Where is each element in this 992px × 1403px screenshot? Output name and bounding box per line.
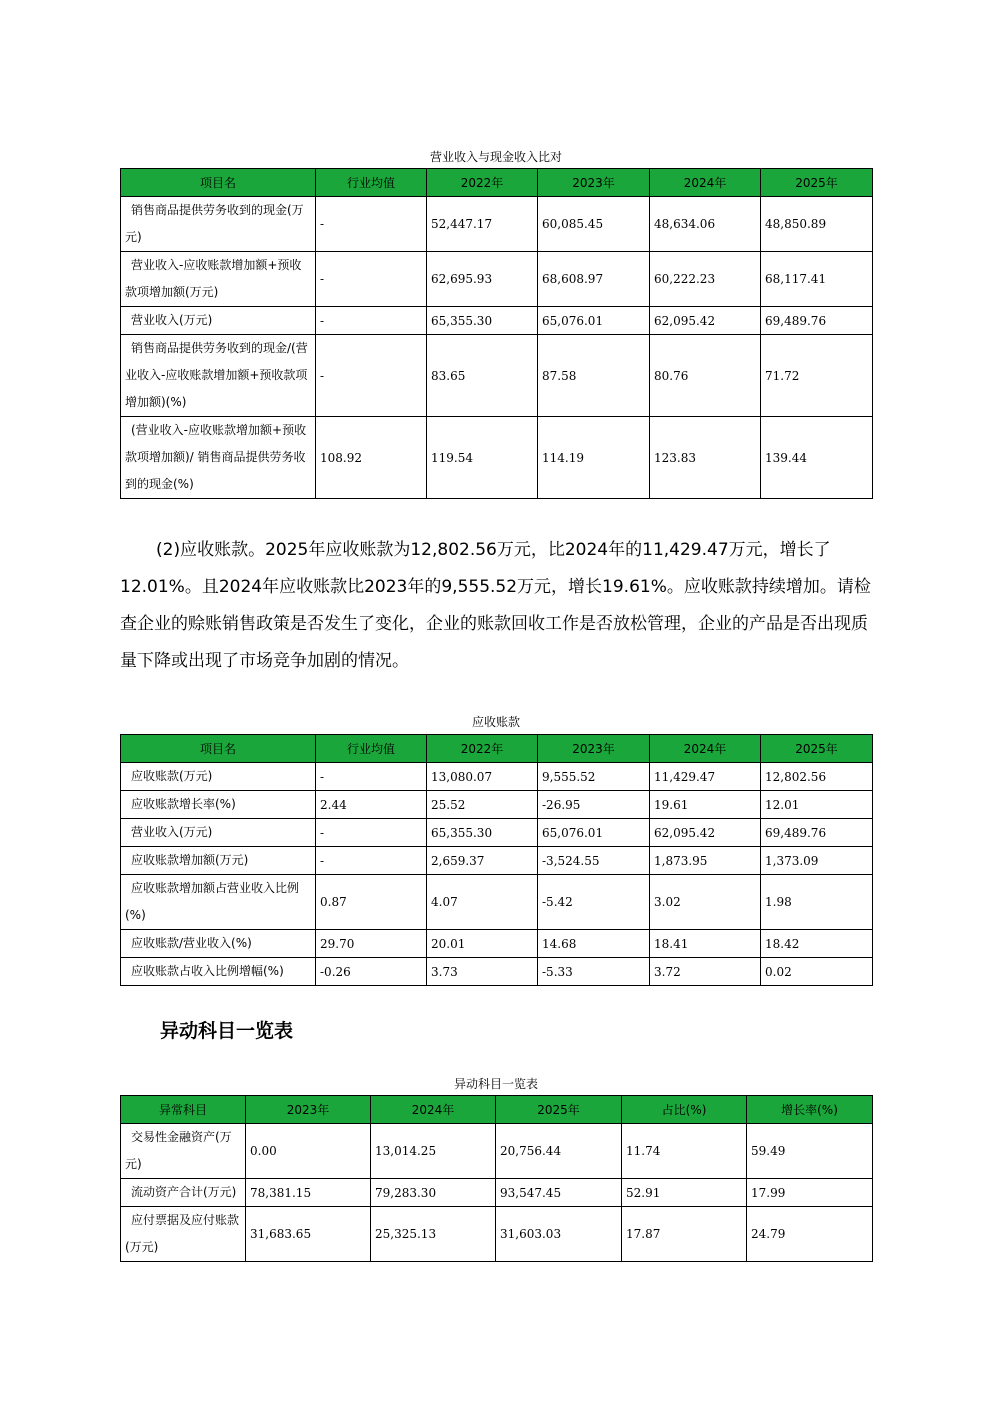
cell-value: 24.79 <box>747 1207 873 1262</box>
cell-value: 12,802.56 <box>761 763 873 791</box>
row-label: 销售商品提供劳务收到的现金/(营业收入-应收账款增加额+预收款项增加额)(%) <box>121 335 316 417</box>
abnormal-items-table <box>120 1095 873 1262</box>
cell-value: 62,695.93 <box>427 252 538 307</box>
cell-value: 80.76 <box>650 335 761 417</box>
row-label: 流动资产合计(万元) <box>121 1179 246 1207</box>
row-label: 应收账款增加额占营业收入比例(%) <box>121 875 316 930</box>
table-row <box>121 930 873 958</box>
table-row <box>121 875 873 930</box>
cell-value: 0.87 <box>316 875 427 930</box>
table-header-row <box>121 735 873 763</box>
cell-value: 62,095.42 <box>650 819 761 847</box>
row-label: 应收账款增长率(%) <box>121 791 316 819</box>
table-row <box>121 958 873 986</box>
row-label: 应收账款/营业收入(%) <box>121 930 316 958</box>
cell-value: 119.54 <box>427 417 538 499</box>
cell-value: 114.19 <box>538 417 650 499</box>
cell-value: 65,076.01 <box>538 819 650 847</box>
column-header: 2025年 <box>496 1096 622 1124</box>
cell-value: - <box>316 335 427 417</box>
cell-value: 52,447.17 <box>427 197 538 252</box>
cell-value: 11,429.47 <box>650 763 761 791</box>
cell-value: 69,489.76 <box>761 307 873 335</box>
cell-value: 62,095.42 <box>650 307 761 335</box>
row-label: 营业收入-应收账款增加额+预收款项增加额(万元) <box>121 252 316 307</box>
table-row <box>121 307 873 335</box>
cell-value: - <box>316 847 427 875</box>
cell-value: -0.26 <box>316 958 427 986</box>
column-header: 2023年 <box>246 1096 371 1124</box>
cell-value: 60,085.45 <box>538 197 650 252</box>
cell-value: - <box>316 763 427 791</box>
cell-value: 87.58 <box>538 335 650 417</box>
table3-caption: 异动科目一览表 <box>453 1077 538 1091</box>
column-header: 行业均值 <box>316 169 427 197</box>
cell-value: 18.42 <box>761 930 873 958</box>
cell-value: 25.52 <box>427 791 538 819</box>
cell-value: 12.01 <box>761 791 873 819</box>
cell-value: 108.92 <box>316 417 427 499</box>
cell-value: 19.61 <box>650 791 761 819</box>
cell-value: 60,222.23 <box>650 252 761 307</box>
cell-value: 20.01 <box>427 930 538 958</box>
cell-value: 17.99 <box>747 1179 873 1207</box>
column-header: 2022年 <box>427 735 538 763</box>
cell-value: -3,524.55 <box>538 847 650 875</box>
cell-value: - <box>316 252 427 307</box>
cell-value: 48,634.06 <box>650 197 761 252</box>
row-label: 应付票据及应付账款(万元) <box>121 1207 246 1262</box>
cell-value: 18.41 <box>650 930 761 958</box>
section-heading: 异动科目一览表 <box>160 1020 294 1042</box>
cell-value: 1.98 <box>761 875 873 930</box>
cell-value: 93,547.45 <box>496 1179 622 1207</box>
cell-value: 48,850.89 <box>761 197 873 252</box>
cell-value: 17.87 <box>622 1207 747 1262</box>
column-header: 2023年 <box>538 169 650 197</box>
column-header: 行业均值 <box>316 735 427 763</box>
row-label: 应收账款增加额(万元) <box>121 847 316 875</box>
cell-value: 69,489.76 <box>761 819 873 847</box>
cell-value: 3.02 <box>650 875 761 930</box>
column-header: 2024年 <box>650 735 761 763</box>
cell-value: 0.02 <box>761 958 873 986</box>
column-header: 2025年 <box>761 735 873 763</box>
cell-value: -5.33 <box>538 958 650 986</box>
table-row <box>121 1207 873 1262</box>
column-header: 2022年 <box>427 169 538 197</box>
cell-value: 68,117.41 <box>761 252 873 307</box>
cell-value: 11.74 <box>622 1124 747 1179</box>
cell-value: 13,080.07 <box>427 763 538 791</box>
table-row <box>121 763 873 791</box>
column-header: 2024年 <box>371 1096 496 1124</box>
table-row <box>121 417 873 499</box>
cell-value: 2,659.37 <box>427 847 538 875</box>
accounts-receivable-table <box>120 734 873 986</box>
column-header: 异常科目 <box>121 1096 246 1124</box>
cell-value: 3.73 <box>427 958 538 986</box>
row-label: 交易性金融资产(万元) <box>121 1124 246 1179</box>
cell-value: 139.44 <box>761 417 873 499</box>
receivables-analysis-paragraph: (2)应收账款。2025年应收账款为12,802.56万元，比2024年的11,429.47万元，增长了12.01%。且2024年应收账款比2023年的9,555.52万元，增长19.61%。应收账款持续增加。请检查企业的赊账销售政策是否发生了变化，企业的账款回收工作是否放松管理，企业的产品是否出现质量下降或出现了市场竞争加剧的情况。 <box>120 540 871 671</box>
column-header: 项目名 <box>121 169 316 197</box>
cell-value: 0.00 <box>246 1124 371 1179</box>
cell-value: 9,555.52 <box>538 763 650 791</box>
table-row <box>121 847 873 875</box>
column-header: 项目名 <box>121 735 316 763</box>
row-label: (营业收入-应收账款增加额+预收款项增加额)/ 销售商品提供劳务收到的现金(%) <box>121 417 316 499</box>
cell-value: 31,603.03 <box>496 1207 622 1262</box>
column-header: 2023年 <box>538 735 650 763</box>
cell-value: 123.83 <box>650 417 761 499</box>
cell-value: 14.68 <box>538 930 650 958</box>
table-row <box>121 1124 873 1179</box>
cell-value: 68,608.97 <box>538 252 650 307</box>
table-row <box>121 1179 873 1207</box>
cell-value: 65,355.30 <box>427 819 538 847</box>
cell-value: 71.72 <box>761 335 873 417</box>
table-header-row <box>121 1096 873 1124</box>
cell-value: 3.72 <box>650 958 761 986</box>
cell-value: 65,076.01 <box>538 307 650 335</box>
cell-value: - <box>316 307 427 335</box>
cell-value: - <box>316 197 427 252</box>
cell-value: 78,381.15 <box>246 1179 371 1207</box>
cell-value: 79,283.30 <box>371 1179 496 1207</box>
table-row <box>121 252 873 307</box>
column-header: 2024年 <box>650 169 761 197</box>
row-label: 营业收入(万元) <box>121 819 316 847</box>
cell-value: 29.70 <box>316 930 427 958</box>
cell-value: 65,355.30 <box>427 307 538 335</box>
cell-value: 4.07 <box>427 875 538 930</box>
cell-value: 59.49 <box>747 1124 873 1179</box>
cell-value: 52.91 <box>622 1179 747 1207</box>
table-row <box>121 819 873 847</box>
cell-value: 25,325.13 <box>371 1207 496 1262</box>
cell-value: 1,873.95 <box>650 847 761 875</box>
table-header-row <box>121 169 873 197</box>
cell-value: - <box>316 819 427 847</box>
cell-value: -5.42 <box>538 875 650 930</box>
cell-value: 31,683.65 <box>246 1207 371 1262</box>
table-row <box>121 791 873 819</box>
table2-caption: 应收账款 <box>471 715 520 729</box>
cell-value: -26.95 <box>538 791 650 819</box>
cell-value: 1,373.09 <box>761 847 873 875</box>
table1-caption: 营业收入与现金收入比对 <box>429 150 562 164</box>
cell-value: 20,756.44 <box>496 1124 622 1179</box>
column-header: 2025年 <box>761 169 873 197</box>
cell-value: 83.65 <box>427 335 538 417</box>
cell-value: 2.44 <box>316 791 427 819</box>
row-label: 应收账款占收入比例增幅(%) <box>121 958 316 986</box>
column-header: 占比(%) <box>622 1096 747 1124</box>
table-row <box>121 335 873 417</box>
row-label: 应收账款(万元) <box>121 763 316 791</box>
row-label: 销售商品提供劳务收到的现金(万元) <box>121 197 316 252</box>
revenue-cash-comparison-table <box>120 168 873 499</box>
cell-value: 13,014.25 <box>371 1124 496 1179</box>
column-header: 增长率(%) <box>747 1096 873 1124</box>
row-label: 营业收入(万元) <box>121 307 316 335</box>
table-row <box>121 197 873 252</box>
